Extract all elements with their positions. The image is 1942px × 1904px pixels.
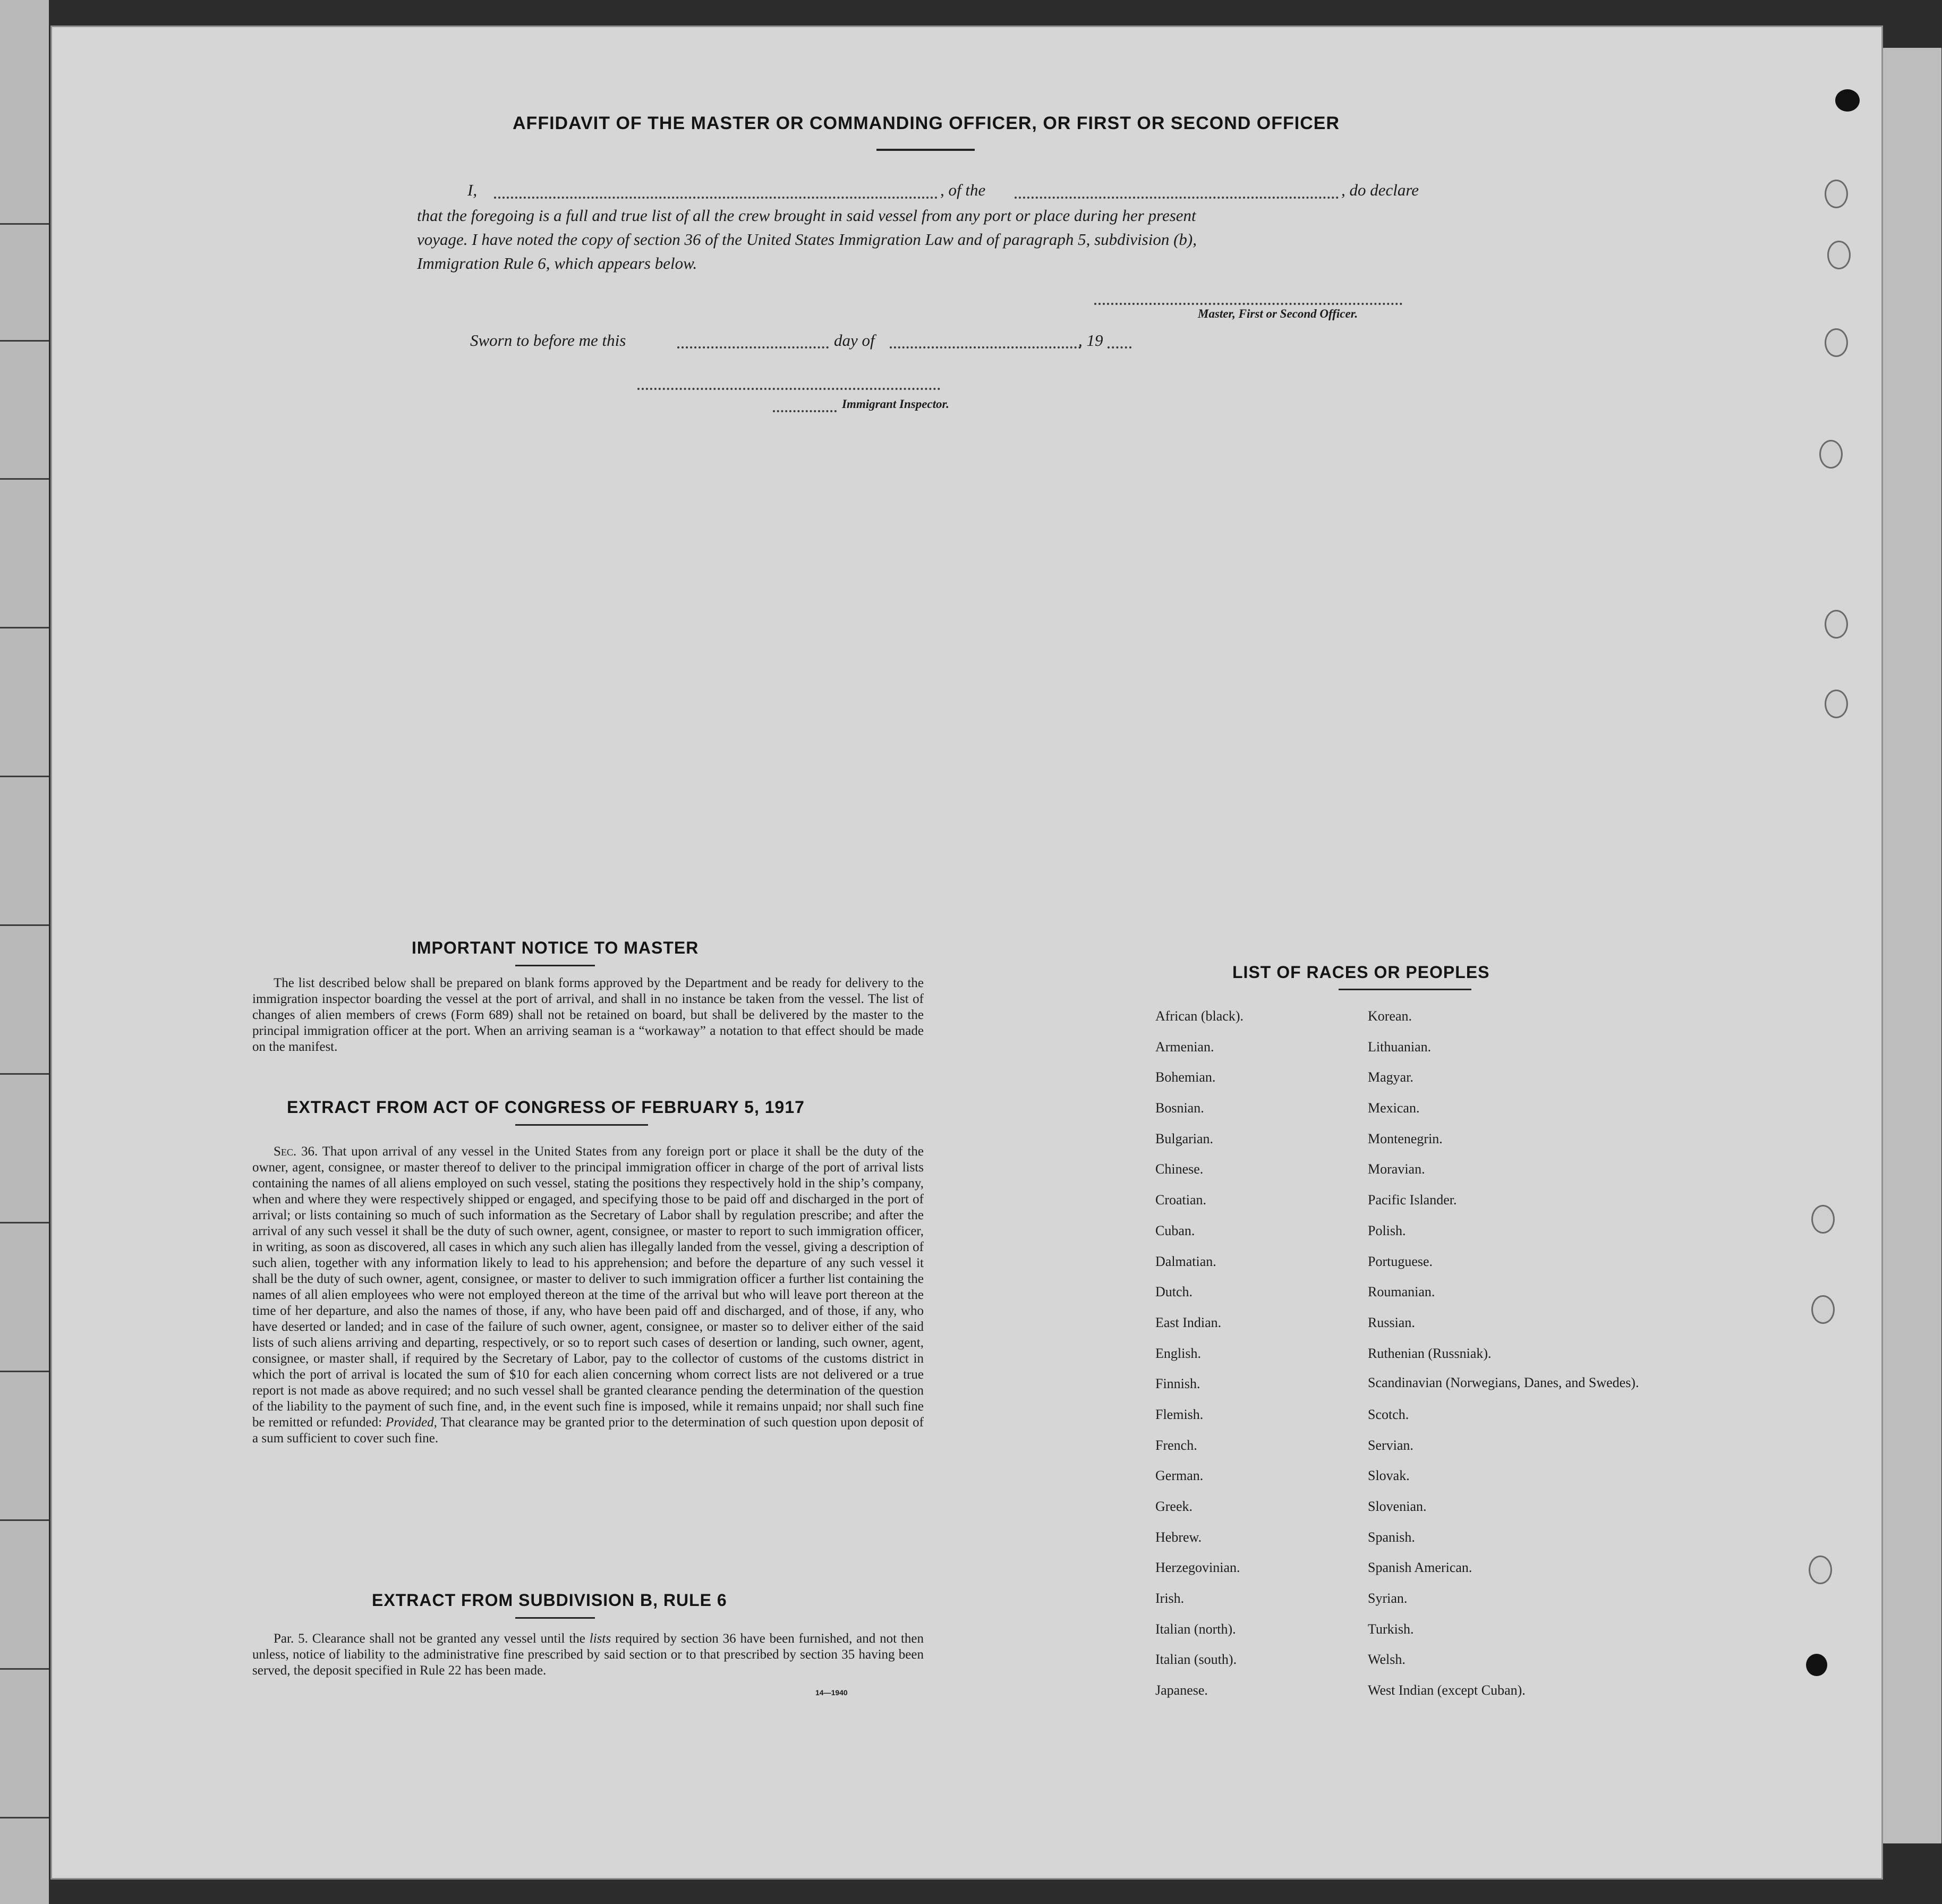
provided-label: Provided,	[385, 1415, 437, 1430]
par-label: Par. 5.	[274, 1631, 308, 1646]
rule-extract-text-a: Clearance shall not be granted any vessel until the	[312, 1631, 585, 1646]
race-list-item: Flemish.	[1155, 1406, 1204, 1422]
rule-extract-text-b: required by section 36 have been furnished, and not then unless, notice of liability to the administrative fine prescribed by said section or to that prescribed by section 35 having been served, the deposit specified in Rule 22 has been made.	[252, 1631, 924, 1678]
races-column-right	[1368, 1008, 1676, 1713]
race-list-item: Lithuanian.	[1368, 1039, 1432, 1055]
race-list-item: Greek.	[1155, 1499, 1193, 1514]
races-title: LIST OF RACES OR PEOPLES	[1232, 963, 1490, 982]
race-list-item: West Indian (except Cuban).	[1368, 1682, 1526, 1698]
affidavit-of-the-label: , of the	[940, 181, 986, 199]
race-list-item: Korean.	[1368, 1008, 1412, 1024]
race-list-item: Syrian.	[1368, 1591, 1408, 1606]
rule-extract-title-rule	[515, 1617, 595, 1619]
punch-hole-dark-icon	[1806, 1654, 1827, 1676]
affidavit-do-declare-label: , do declare	[1341, 181, 1419, 199]
race-list-item: Herzegovinian.	[1155, 1560, 1240, 1576]
race-list-item: Slovenian.	[1368, 1499, 1427, 1514]
race-list-item: Portuguese.	[1368, 1253, 1433, 1269]
punch-hole-icon	[1811, 1205, 1835, 1234]
punch-hole-icon	[1809, 1556, 1832, 1584]
sworn-day-field[interactable]	[677, 346, 829, 348]
affidavit-body-line: that the foregoing is a full and true list of all the crew brought in said vessel from any port or place during her present	[417, 206, 1196, 225]
punch-hole-icon	[1819, 440, 1843, 469]
race-list-item: Servian.	[1368, 1437, 1413, 1453]
race-list-item: Hebrew.	[1155, 1529, 1202, 1545]
punch-hole-icon	[1827, 241, 1851, 269]
race-list-item: Magyar.	[1368, 1069, 1413, 1085]
race-list-item: Montenegrin.	[1368, 1130, 1443, 1146]
race-list-item: Japanese.	[1155, 1682, 1208, 1698]
race-list-item: Bulgarian.	[1155, 1130, 1214, 1146]
race-list-item: Dalmatian.	[1155, 1253, 1216, 1269]
notice-title-rule	[515, 965, 595, 966]
race-list-item: Spanish American.	[1368, 1560, 1472, 1576]
scanner-left-strip	[0, 0, 49, 1904]
race-list-item: Polish.	[1368, 1222, 1406, 1238]
race-list-item: Italian (north).	[1155, 1621, 1236, 1637]
race-list-item: Russian.	[1368, 1314, 1415, 1330]
punch-hole-icon	[1825, 328, 1848, 357]
race-list-item: Chinese.	[1155, 1161, 1204, 1177]
race-list-item: Scandinavian (Norwegians, Danes, and Swedes).	[1368, 1375, 1639, 1391]
sworn-year-field[interactable]	[1108, 346, 1131, 348]
punch-hole-icon	[1811, 1295, 1835, 1324]
notice-text-block	[252, 975, 924, 1055]
notice-paragraph: The list described below shall be prepared on blank forms approved by the Department and be ready for delivery to the immigration inspector boarding the vessel at the port of arrival, and shall in no instance be taken from the vessel. The list of changes of alien members of crews (Form 689) shall not be retained on board, but shall be delivered by the master to the principal immigration officer at the port. When an arriving seaman is a “workaway” a notation to that effect should be made on the manifest.	[252, 976, 924, 1054]
punch-hole-dark-icon	[1835, 89, 1860, 112]
affidavit-body-line: voyage. I have noted the copy of section 36 of the United States Immigration Law and of paragraph 5, subdivision (b),	[417, 230, 1197, 249]
race-list-item: East Indian.	[1155, 1314, 1222, 1330]
race-list-item: German.	[1155, 1468, 1204, 1484]
race-list-item: Armenian.	[1155, 1039, 1214, 1055]
inspector-label: Immigrant Inspector.	[842, 397, 949, 411]
race-list-item: Scotch.	[1368, 1406, 1409, 1422]
race-list-item: Turkish.	[1368, 1621, 1414, 1637]
section-label: Sec. 36.	[274, 1144, 318, 1159]
race-list-item: Dutch.	[1155, 1284, 1193, 1300]
vessel-name-field[interactable]	[1015, 197, 1339, 199]
race-list-item: English.	[1155, 1345, 1201, 1361]
race-list-item: Roumanian.	[1368, 1284, 1435, 1300]
inspector-prefix-dots	[773, 410, 837, 412]
affidavit-title-rule	[876, 149, 975, 151]
sworn-month-field[interactable]	[890, 346, 1081, 348]
race-list-item: Slovak.	[1368, 1468, 1410, 1484]
race-list-item: Bohemian.	[1155, 1069, 1216, 1085]
race-list-item: Spanish.	[1368, 1529, 1415, 1545]
races-title-rule	[1339, 989, 1471, 990]
form-number: 14—1940	[815, 1688, 848, 1697]
race-list-item: Welsh.	[1368, 1652, 1406, 1668]
sworn-label: Sworn to before me this	[470, 331, 626, 350]
inspector-signature-field[interactable]	[637, 388, 940, 390]
race-list-item: Ruthenian (Russniak).	[1368, 1345, 1492, 1361]
affidavit-i-label: I,	[467, 181, 478, 199]
document-sheet	[50, 26, 1883, 1880]
race-list-item: Cuban.	[1155, 1222, 1195, 1238]
notice-title: IMPORTANT NOTICE TO MASTER	[412, 938, 699, 957]
affidavit-title: AFFIDAVIT OF THE MASTER OR COMMANDING OFFICER, OR FIRST OR SECOND OFFICER	[513, 113, 1340, 133]
master-signature-label: Master, First or Second Officer.	[1198, 307, 1358, 320]
race-list-item: Mexican.	[1368, 1100, 1420, 1116]
punch-hole-icon	[1825, 180, 1848, 208]
punch-hole-icon	[1825, 610, 1848, 639]
race-list-item: French.	[1155, 1437, 1197, 1453]
race-list-item: African (black).	[1155, 1008, 1244, 1024]
race-list-item: Italian (south).	[1155, 1652, 1237, 1668]
rule-extract-title: EXTRACT FROM SUBDIVISION B, RULE 6	[372, 1591, 727, 1610]
race-list-item: Finnish.	[1155, 1376, 1200, 1392]
affidavit-body-line: Immigration Rule 6, which appears below.	[417, 254, 697, 273]
race-list-item: Pacific Islander.	[1368, 1192, 1457, 1208]
act-extract-title-rule	[515, 1124, 648, 1126]
year-prefix-label: , 19	[1078, 331, 1103, 350]
race-list-item: Croatian.	[1155, 1192, 1207, 1208]
race-list-item: Moravian.	[1368, 1161, 1425, 1177]
day-of-label: day of	[834, 331, 875, 350]
act-extract-paragraph-end: That clearance may be granted prior to the determination of such question upon deposit of a sum sufficient to cover such fine.	[252, 1415, 924, 1446]
race-list-item: Bosnian.	[1155, 1100, 1204, 1116]
act-extract-paragraph: That upon arrival of any vessel in the United States from any foreign port or place it shall be the duty of the owner, agent, consignee, or master thereof to deliver to the principal immigration officer in charge of the port of arrival lists containing the names of all aliens employed on such vessel, stating the positions they respectively hold in the ship’s company, when and where they were respectively shipped or engaged, and specifying those to be paid off and discharged in the port of arrival; or lists containing so much of such information as the Secretary of Labor shall by regulation prescribe; and after the arrival of any such vessel it shall be the duty of such owner, agent, consignee, or master to report to such immigration officer, in writing, as soon as discovered, all cases in which any such alien has illegally landed from the vessel, giving a description of such alien, together with any information likely to lead to his apprehension; and before the departure of any such vessel it shall be the duty of such owner, agent, consignee, or master to deliver to such immigration officer a further list containing the names of all alien employees who were not employed thereon at the time of the arrival but who will leave port thereon at the time of her departure, and also the names of those, if any, who have been paid off and discharged, and of those, if any, who have deserted or landed; and in case of the failure of such owner, agent, consignee, or master so to deliver either of the said lists of such aliens arriving and departing, respectively, or so to report such cases of desertion or landing, such owner, agent, consignee, or master shall, if required by the Secretary of Labor, pay to the collector of customs of the customs district in which the port of arrival is located the sum of $10 for each alien concerning whom correct lists are not delivered or a true report is not made as above required; and no such vessel shall be granted clearance pending the determination of the question of the liability to the payment of such fine, and, in the event such fine is imposed, while it remains unpaid; nor shall such fine be remitted or refunded:	[252, 1144, 924, 1430]
punch-hole-icon	[1825, 690, 1848, 718]
act-extract-title: EXTRACT FROM ACT OF CONGRESS OF FEBRUARY 5, 1917	[287, 1098, 805, 1117]
rule-extract-text-block	[252, 1631, 924, 1679]
master-signature-field[interactable]	[1094, 303, 1402, 305]
act-extract-text-block	[252, 1144, 924, 1447]
master-name-field[interactable]	[494, 197, 938, 199]
race-list-item: Irish.	[1155, 1591, 1185, 1606]
lists-word: lists	[589, 1631, 611, 1646]
